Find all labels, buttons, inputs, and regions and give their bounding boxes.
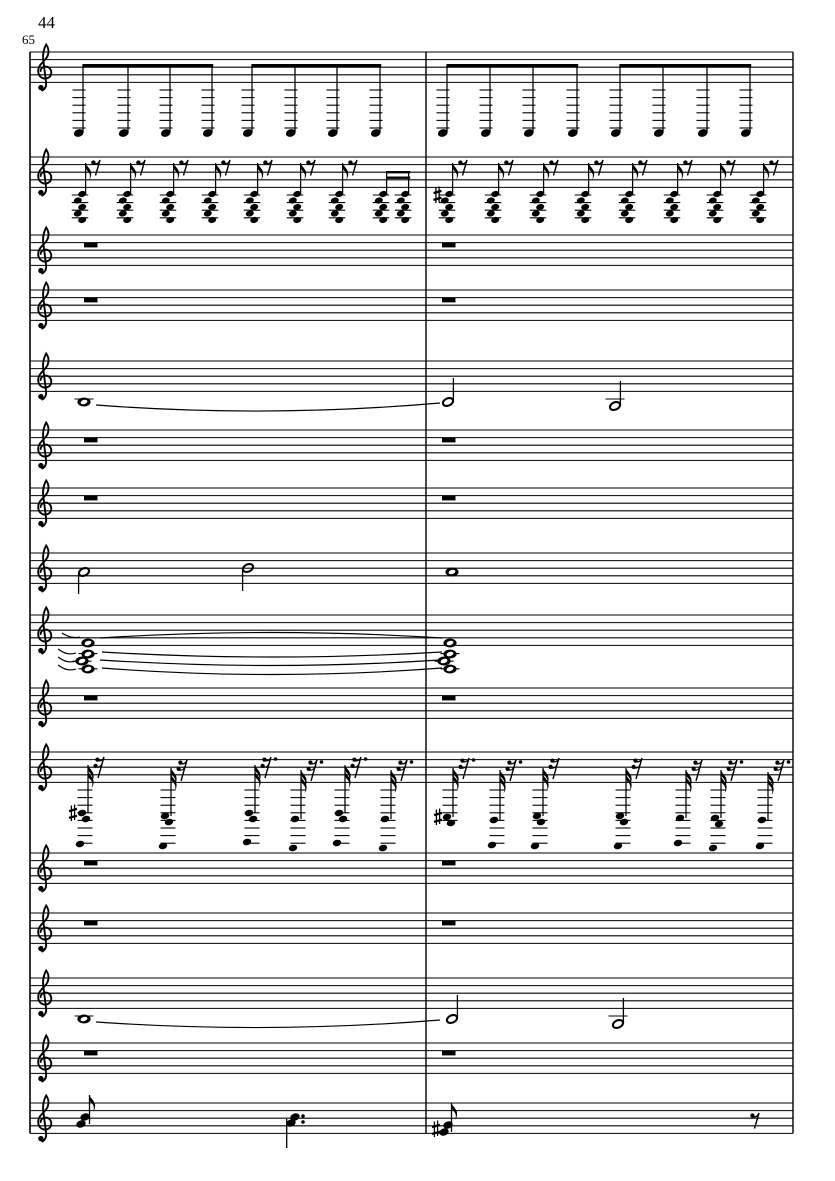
whole-note [75, 398, 94, 407]
whole-note [443, 639, 456, 648]
staff-5 [30, 354, 793, 412]
staff-10 [30, 681, 793, 727]
sixteenth-rest [727, 760, 738, 781]
eighth-flag [499, 163, 505, 180]
staff-8 [30, 546, 793, 595]
tie-slur [58, 657, 76, 662]
sixteenth-flags [453, 768, 459, 791]
half-note [446, 995, 459, 1024]
half-note [609, 998, 628, 1029]
sixteenth-chord-with-rest [378, 760, 413, 852]
eighth-rest [221, 160, 230, 176]
eighth-rest [348, 160, 357, 176]
staff-15 [30, 1036, 793, 1082]
whole-rest [442, 438, 456, 442]
staff-7 [30, 481, 793, 527]
staff-9 [30, 608, 793, 675]
eighth-flag [216, 163, 222, 180]
whole-rest [442, 298, 456, 302]
whole-rest [442, 243, 456, 247]
tie-slur [62, 633, 80, 638]
eighth-rest [726, 160, 735, 176]
sixteenth-flags [171, 768, 177, 791]
tie-slur [58, 665, 76, 670]
half-note [442, 378, 455, 407]
whole-rest [84, 921, 98, 925]
whole-rest [442, 861, 456, 865]
sixteenth-rest [397, 760, 408, 781]
tie-slur [102, 652, 442, 657]
staff-4 [30, 283, 793, 329]
sixteenth-flags [255, 765, 261, 788]
whole-rest [84, 1051, 98, 1055]
tie-slur [96, 1020, 440, 1028]
bar-number-left: 65 [22, 32, 35, 47]
eighth-chord-with-rest [434, 160, 468, 224]
sixteenth-chord-with-rest [332, 757, 367, 847]
staff-16 [30, 1095, 793, 1148]
whole-note [445, 568, 458, 577]
eighth-chord-with-rest [160, 160, 188, 224]
eighth-rest [263, 160, 272, 176]
staff-1 [30, 45, 793, 139]
eighth-rest [769, 160, 778, 176]
whole-rest [84, 438, 98, 442]
eighth-chord-with-rest [117, 160, 145, 224]
sixteenth-flags [345, 765, 351, 788]
whole-rest [84, 696, 98, 700]
whole-rest [84, 243, 98, 247]
eighth-flag [174, 163, 180, 180]
eighth-chord-with-rest [72, 160, 100, 224]
sixteenth-flags [88, 765, 94, 788]
sharp-accidental [69, 805, 77, 822]
sharp-accidental [432, 1121, 440, 1138]
whole-rest [84, 298, 98, 302]
sixteenth-rest [774, 760, 785, 781]
tie-slur [100, 633, 442, 639]
sixteenth-rest [307, 760, 318, 781]
eighth-flag [633, 163, 639, 180]
eighth-chord-with-rest [287, 160, 315, 224]
whole-note [75, 1015, 94, 1024]
eighth-rest [91, 160, 100, 176]
half-note [78, 567, 91, 594]
eighth-chord [75, 1095, 95, 1129]
staff-12 [30, 846, 793, 892]
eighth-rest [458, 160, 467, 176]
eighth-flag [678, 163, 684, 180]
whole-rest [84, 861, 98, 865]
sixteenth-chord-with-rest [242, 757, 277, 846]
eighth-rest [683, 160, 692, 176]
tie-slur [96, 403, 440, 411]
sixteenth-chord-with-rest [69, 757, 104, 848]
sixteenth-chord-with-rest [288, 760, 323, 852]
eighth-chord-with-rest [664, 160, 692, 224]
eighth-rest [594, 160, 603, 176]
whole-rest [442, 921, 456, 925]
eighth-chord-with-rest [619, 160, 647, 224]
eighth-flag [86, 163, 92, 180]
staff-14 [30, 971, 793, 1030]
staff-2 [30, 150, 793, 224]
staff-6 [30, 423, 793, 469]
sixteenth-chord-with-rest [755, 760, 790, 850]
eighth-flag [544, 163, 550, 180]
sixteenth-flags [768, 772, 774, 795]
sixteenth-chord-pair [373, 171, 412, 224]
whole-note [81, 639, 94, 648]
eighth-rest [136, 160, 145, 176]
whole-rest [84, 496, 98, 500]
tie-slur [100, 660, 440, 666]
eighth-flag [343, 163, 349, 180]
sixteenth-chord-with-rest [530, 758, 559, 850]
eighth-chord-with-rest [244, 160, 272, 224]
eighth-flag [258, 163, 264, 180]
sixteenth-chord-with-rest [708, 760, 743, 852]
eighth-flag [301, 163, 307, 180]
measure-number-top: 44 [38, 13, 55, 32]
eighth-flag [721, 163, 727, 180]
sixteenth-rest [549, 758, 560, 779]
eighth-flag [764, 163, 770, 180]
whole-rest [442, 696, 456, 700]
dotted-quarter-chord [285, 1112, 304, 1148]
eighth-chord-with-rest [329, 160, 357, 224]
tie-slur [102, 668, 442, 675]
eighth-rest [179, 160, 188, 176]
eighth-flag [453, 163, 459, 180]
eighth-chord [432, 1103, 457, 1137]
sixteenth-chord-with-rest [158, 760, 187, 850]
eighth-flag [131, 163, 137, 180]
staff-3 [30, 228, 793, 274]
staff-13 [30, 906, 793, 952]
whole-rest [442, 1051, 456, 1055]
sixteenth-rest [459, 758, 470, 779]
sixteenth-chord-with-rest [487, 760, 522, 849]
half-note [606, 381, 625, 411]
whole-note [441, 665, 460, 674]
eighth-chord-with-rest [202, 160, 230, 224]
whole-rest [442, 496, 456, 500]
staff-11 [30, 745, 793, 853]
eighth-chord-with-rest [575, 160, 603, 224]
sixteenth-rest [692, 760, 703, 781]
eighth-chord-with-rest [707, 160, 735, 224]
eighth-chord-with-rest [530, 160, 558, 224]
eighth-flag [452, 1103, 458, 1120]
eighth-chord-with-rest [750, 160, 778, 224]
sixteenth-flags [543, 768, 549, 791]
sixteenth-flags [626, 768, 632, 791]
sharp-accidental [434, 809, 442, 826]
whole-note [79, 665, 98, 674]
eighth-rest [638, 160, 647, 176]
eighth-rest [306, 160, 315, 176]
sixteenth-chord-with-rest [434, 758, 475, 827]
eighth-rest [504, 160, 513, 176]
eighth-flag [589, 163, 595, 180]
sixteenth-rest [506, 760, 517, 781]
sixteenth-chord-with-rest [613, 758, 642, 850]
tie-slur [58, 649, 76, 654]
sixteenth-rest [632, 758, 643, 779]
half-note [242, 563, 255, 591]
eighth-chord-with-rest [485, 160, 513, 224]
sixteenth-rest [177, 760, 188, 781]
sixteenth-chord-with-rest [673, 760, 702, 847]
eighth-rest [549, 160, 558, 176]
